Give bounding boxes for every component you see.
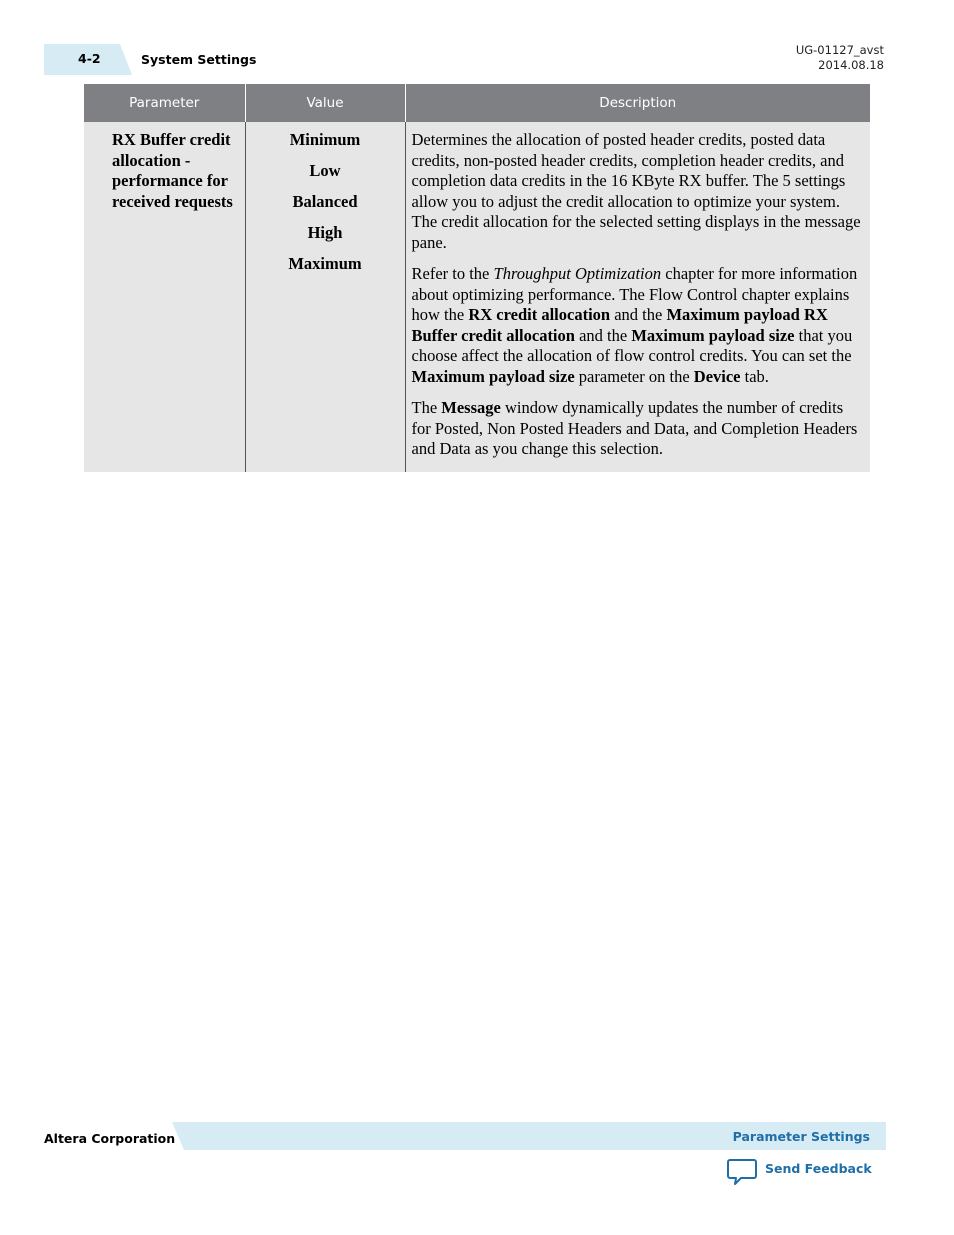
description-paragraph bbox=[412, 130, 865, 254]
speech-bubble-icon bbox=[727, 1158, 757, 1186]
description-text: and the bbox=[610, 305, 667, 325]
description-text: parameter on the bbox=[574, 367, 694, 387]
description-italic-text: Throughput Optimization bbox=[493, 264, 662, 284]
document-id: UG-01127_avst bbox=[795, 43, 884, 57]
send-feedback-label: Send Feedback bbox=[765, 1161, 872, 1176]
description-text: Refer to the bbox=[411, 264, 494, 284]
description-paragraph bbox=[412, 264, 865, 388]
description-text: and the bbox=[574, 325, 632, 345]
table-header-row bbox=[84, 84, 870, 122]
description-text: Determines the allocation of posted header credits, posted data credits, non-posted header credits, completion header credits, and completion data credits in the 16 KByte RX buffer. The 5 settings allow you to adjust the credit allocation to optimize your system. The credit allocation for the selected setting displays in the message pane. bbox=[411, 130, 861, 252]
value-option: Balanced bbox=[292, 192, 358, 212]
company-name: Altera Corporation bbox=[44, 1131, 176, 1146]
document-id-block bbox=[796, 43, 884, 72]
description-paragraph bbox=[412, 398, 865, 460]
table-row bbox=[84, 122, 870, 472]
value-option: Minimum bbox=[289, 130, 361, 149]
description-text: window dynamically updates the number of credits for Posted, Non Posted Headers and Data, and Completion Headers and Data as you change this selection. bbox=[411, 398, 858, 459]
column-header-parameter: Parameter bbox=[84, 84, 245, 122]
document-date: 2014.08.18 bbox=[818, 57, 884, 72]
description-bold-text: Maximum payload RX Buffer credit allocation bbox=[411, 305, 828, 345]
parameter-name: RX Buffer credit allocation - performance for received requests bbox=[84, 122, 245, 472]
footer-section-link[interactable]: Parameter Settings bbox=[732, 1129, 870, 1144]
description-text: The bbox=[411, 398, 442, 418]
value-option: Low bbox=[309, 161, 341, 181]
description-text: chapter for more information about optimizing performance. The Flow Control chapter explains how the bbox=[411, 264, 858, 325]
description-bold-text: Maximum payload size bbox=[411, 367, 575, 387]
description-bold-text: Message bbox=[441, 398, 501, 418]
description-text: tab. bbox=[740, 367, 769, 387]
description-cell bbox=[405, 122, 870, 472]
page-number: 4-2 bbox=[78, 51, 101, 66]
column-header-description: Description bbox=[405, 84, 870, 122]
value-option: Maximum bbox=[288, 254, 362, 274]
description-bold-text: RX credit allocation bbox=[468, 305, 611, 325]
description-text: that you choose affect the allocation of flow control credits. You can set the bbox=[411, 325, 853, 366]
column-header-value: Value bbox=[245, 84, 405, 122]
value-list bbox=[245, 122, 405, 472]
description-bold-text: Maximum payload size bbox=[631, 325, 795, 345]
parameter-table bbox=[84, 84, 870, 472]
send-feedback-link[interactable] bbox=[727, 1158, 872, 1188]
description-bold-text: Device bbox=[693, 367, 741, 387]
value-option: High bbox=[307, 223, 343, 243]
section-title: System Settings bbox=[141, 52, 257, 67]
